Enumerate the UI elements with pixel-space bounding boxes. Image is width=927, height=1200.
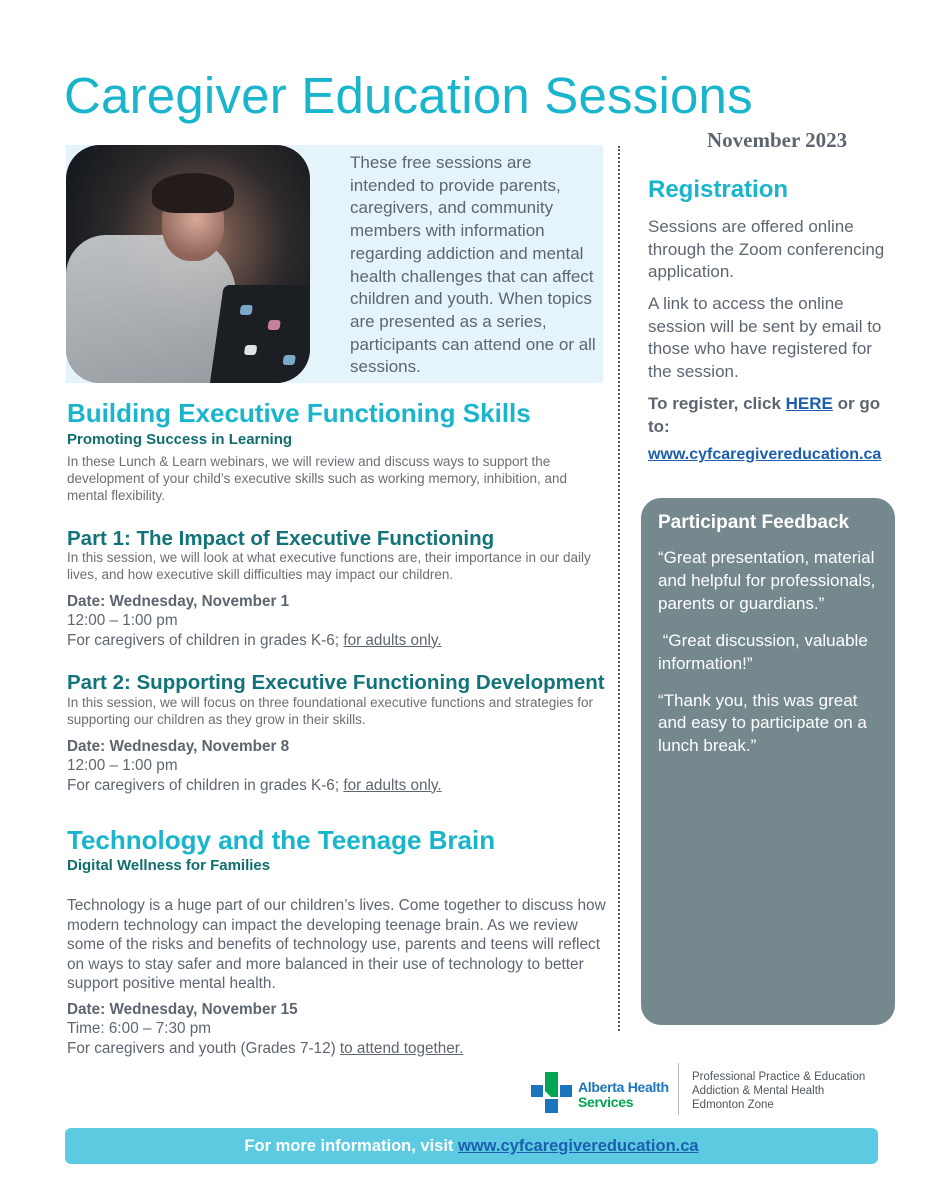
series2-audience-note: to attend together. xyxy=(339,1039,464,1057)
feedback-heading: Participant Feedback xyxy=(658,512,850,533)
registration-instructions xyxy=(648,393,898,438)
part2-time: 12:00 – 1:00 pm xyxy=(67,757,178,775)
ahs-logo xyxy=(531,1071,671,1115)
part2-audience xyxy=(67,776,607,795)
part1-heading: Part 1: The Impact of Executive Functioning xyxy=(67,527,495,550)
sticker-shape xyxy=(267,320,280,330)
part2-heading: Part 2: Supporting Executive Functioning Development xyxy=(67,671,605,694)
org-info xyxy=(692,1070,865,1113)
page-title: Caregiver Education Sessions xyxy=(64,67,753,124)
feedback-panel xyxy=(641,498,895,1025)
registration-heading: Registration xyxy=(648,176,789,203)
teen-laptop-photo xyxy=(66,145,310,383)
photo-laptop-shape xyxy=(208,285,310,383)
registration-online-text: Sessions are offered online through the Zoom conferencing application. xyxy=(648,217,885,282)
org-line: Professional Practice & Education xyxy=(692,1071,866,1083)
series2-audience xyxy=(67,1039,607,1058)
part1-date: Date: Wednesday, November 1 xyxy=(67,593,290,610)
registration-email-text: A link to access the online session will be sent by email to those who have registered for the session. xyxy=(648,294,882,381)
issue-date: November 2023 xyxy=(707,128,848,152)
series2-date: Date: Wednesday, November 15 xyxy=(67,1001,298,1018)
logo-separator xyxy=(678,1063,679,1115)
org-line: Addiction & Mental Health xyxy=(692,1085,825,1098)
footer-url-link[interactable]: www.cyfcaregivereducation.ca xyxy=(458,1137,699,1155)
sticker-shape xyxy=(240,305,253,315)
register-suffix: or go to: xyxy=(648,394,881,436)
series-heading-executive-functioning: Building Executive Functioning Skills xyxy=(67,398,531,428)
sticker-shape xyxy=(244,345,257,355)
ahs-logo-text-2: Services xyxy=(578,1094,634,1110)
series2-details xyxy=(67,1000,607,1058)
series-subheading: Promoting Success in Learning xyxy=(67,431,293,448)
part2-description: In this session, we will focus on three foundational executive functions and strategies for supporting our children as they grow in their skills. xyxy=(67,695,594,727)
part2-audience-note: for adults only. xyxy=(343,776,442,794)
register-here-link[interactable]: HERE xyxy=(785,394,833,413)
register-prefix: To register, click xyxy=(648,394,786,413)
dotted-divider xyxy=(618,146,620,1031)
series2-description: Technology is a huge part of our children’s lives. Come together to discuss how modern technology can impact the developing teenage brain. As we review some of the risks and benefits of technology use, parents and teens will reflect on ways to stay safer and more balanced in their use of technology to better support positive mental health. xyxy=(67,897,606,992)
sticker-shape xyxy=(282,355,295,365)
part1-time: 12:00 – 1:00 pm xyxy=(67,612,178,630)
part2-details xyxy=(67,737,607,795)
series2-audience-text: For caregivers and youth (Grades 7-12) xyxy=(67,1039,340,1057)
part1-audience xyxy=(67,631,607,650)
feedback-quote: “Great discussion, valuable information!” xyxy=(658,630,873,673)
registration-url-link[interactable]: www.cyfcaregivereducation.ca xyxy=(648,446,882,463)
series-heading-technology: Technology and the Teenage Brain xyxy=(67,825,496,855)
part2-date: Date: Wednesday, November 8 xyxy=(67,738,290,755)
footer-text: For more information, visit xyxy=(244,1137,459,1155)
part1-details xyxy=(67,592,607,650)
feedback-quote: “Thank you, this was great and easy to participate on a lunch break.” xyxy=(658,690,867,756)
series2-subheading: Digital Wellness for Families xyxy=(67,857,271,874)
feedback-quote: “Great presentation, material and helpful for professionals, parents or guardians.” xyxy=(658,548,876,613)
photo-hair-shape xyxy=(152,173,234,213)
intro-text: These free sessions are intended to provide parents, caregivers, and community members with information regarding addiction and mental health challenges that can affect children and youth. When topics are presented as a series, participants can attend one or all sessions. xyxy=(350,153,596,377)
photo-shirt-shape xyxy=(66,235,236,383)
org-line: Edmonton Zone xyxy=(692,1099,774,1112)
ahs-logo-text-1: Alberta Health xyxy=(578,1079,669,1095)
part1-audience-note: for adults only. xyxy=(343,631,442,649)
series2-time: Time: 6:00 – 7:30 pm xyxy=(67,1020,211,1038)
part1-description: In this session, we will look at what executive functions are, their importance in our daily lives, and how executive skill difficulties may impact our children. xyxy=(67,550,591,582)
part1-audience-text: For caregivers of children in grades K-6; xyxy=(67,631,344,649)
series-description: In these Lunch & Learn webinars, we will review and discuss ways to support the development of your child’s executive skills such as working memory, inhibition, and mental flexibility. xyxy=(67,454,567,503)
footer-bar xyxy=(65,1128,878,1164)
part2-audience-text: For caregivers of children in grades K-6; xyxy=(67,776,344,794)
